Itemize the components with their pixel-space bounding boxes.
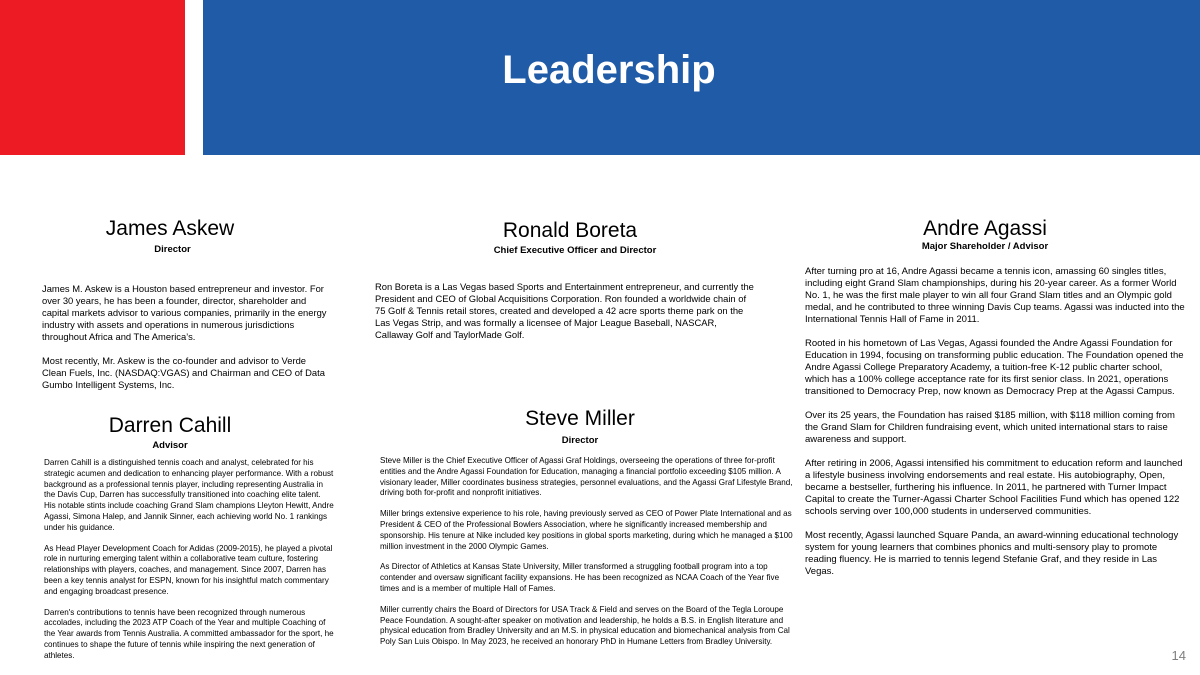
person-role-miller: Director <box>561 435 599 446</box>
bio-paragraph: Most recently, Mr. Askew is the co-founder and advisor to Verde Clean Fuels, Inc. (NASDAQ:VGAS) and Chairman and CEO of Data Gumbo Intelligent Systems, Inc. <box>42 355 325 390</box>
bio-paragraph: After retiring in 2006, Agassi intensified his commitment to education reform and launched a lifestyle business involving endorsements and real estate. His autobiography, Open, became a bestseller, furthering his influence. In 2011, he partnered with Turner Impact Capital to create the Turner-Agassi Charter School Facilities Fund which has opened 122 schools serving over 100,000 students in underserved communities. <box>805 458 1183 517</box>
person-name-boreta: Ronald Boreta <box>502 219 638 242</box>
page-number: 14 <box>1171 648 1186 663</box>
bio-paragraph: Miller brings extensive experience to his role, having previously served as CEO of Power Plate International and as President & CEO of the Professional Bowlers Association, where he significantly increased membership and sponsorship. His tenure at Nike included key positions in global sports marketing, during which he managed a $100 million investment in the 2000 Olympic Games. <box>380 509 793 551</box>
person-name-miller: Steve Miller <box>525 407 635 430</box>
bio-paragraph: James M. Askew is a Houston based entrepreneur and investor. For over 30 years, he has been a founder, director, shareholder and capital markets advisor to various companies, primarily in the energy industry with assets and operations in numerous jurisdictions throughout Africa and The America’s. <box>42 283 327 342</box>
bio-paragraph: As Head Player Development Coach for Adidas (2009-2015), he played a pivotal role in nurturing emerging talent within a collaborative team culture, fostering relationships with players, coaches, and management. Since 2007, Darren has been a key tennis analyst for ESPN, known for his insightful match commentary and engaging broadcast presence. <box>44 543 333 596</box>
bio-paragraph: As Director of Athletics at Kansas State University, Miller transformed a struggling football program into a top contender and oversaw significant facility expansions. He has been recognized as NCAA Coach of the Year five times and is a member of multiple Hall of Fames. <box>380 562 780 593</box>
person-name-agassi: Andre Agassi <box>923 217 1047 240</box>
person-role-askew: Director <box>154 244 191 255</box>
bio-paragraph: Darren Cahill is a distinguished tennis coach and analyst, celebrated for his strategic acumen and dedication to enhancing player performance. With a robust background as a professional tennis player, including representing Australia in the Davis Cup, Darren has successfully transitioned into coaching elite talent. His notable stints include coaching Grand Slam champions Lleyton Hewitt, Andre Agassi, Simona Halep, and Jannik Sinner, each achieving world No. 1 rankings under his guidance. <box>44 458 334 532</box>
bio-paragraph: Steve Miller is the Chief Executive Officer of Agassi Graf Holdings, overseeing the operations of three for-profit entities and the Andre Agassi Foundation for Education, managing a financial portfolio exceeding $105 million. A visionary leader, Miller coordinates business strategies, personnel evaluations, and the Agassi Graf Lifestyle Brand, driving both for-profit and nonprofit initiatives. <box>380 456 793 498</box>
bio-paragraph: After turning pro at 16, Andre Agassi became a tennis icon, amassing 60 singles titles, including eight Grand Slam championships, during his 20-year career. As a former World No. 1, he was the first male player to win all four Grand Slam titles and an Olympic gold medal, and he contributed to three winning Davis Cup teams. Agassi was inducted into the International Tennis Hall of Fame in 2011. <box>805 266 1185 325</box>
person-bio-askew <box>42 283 327 403</box>
person-bio-miller <box>380 456 793 658</box>
person-role-agassi: Major Shareholder / Advisor <box>921 241 1049 252</box>
person-name-askew: James Askew <box>105 217 235 240</box>
person-name-cahill: Darren Cahill <box>108 414 232 437</box>
page-title: Leadership <box>502 48 716 92</box>
person-bio-boreta <box>375 281 755 353</box>
person-bio-agassi <box>805 266 1187 590</box>
bio-paragraph: Miller currently chairs the Board of Directors for USA Track & Field and serves on the Board of the Tegla Loroupe Peace Foundation. A sought-after speaker on motivation and leadership, he holds a B.S. in English literature and physical education from Bradley University and an M.S. in physical education and biomechanical analysis from Cal Poly San Luis Obispo. In May 2023, he received an honorary PhD in Humane Letters from Bradley University. <box>380 604 790 647</box>
red-accent-block <box>0 0 185 155</box>
bio-paragraph: Rooted in his hometown of Las Vegas, Agassi founded the Andre Agassi Foundation for Education in 1994, focusing on transforming public education. The Foundation opened the Andre Agassi College Preparatory Academy, a tuition-free K-12 public charter school, which has a 100% college acceptance rate for its first senior class. In 2021, operations transitioned to Democracy Prep, now known as Democracy Prep at the Agassi Campus. <box>805 338 1184 397</box>
person-role-boreta: Chief Executive Officer and Director <box>493 245 657 256</box>
person-bio-cahill <box>44 458 334 672</box>
bio-paragraph: Darren's contributions to tennis have been recognized through numerous accolades, including the 2023 ATP Coach of the Year and multiple Coaching of the Year awards from Tennis Australia. A committed ambassador for the sport, he continues to shape the future of tennis while inspiring the next generation of athletes. <box>44 607 334 660</box>
bio-paragraph: Over its 25 years, the Foundation has raised $185 million, with $118 million coming from the Grand Slam for Children fundraising event, which united international stars to raise awareness and support. <box>805 410 1175 445</box>
person-role-cahill: Advisor <box>152 440 188 451</box>
bio-paragraph: Ron Boreta is a Las Vegas based Sports and Entertainment entrepreneur, and currently the President and CEO of Global Acquisitions Corporation. Ron founded a worldwide chain of 75 Golf & Tennis retail stores, created and developed a 42 acre sports theme park on the Las Vegas Strip, and was formally a licensee of Major League Baseball, NASCAR, Callaway Golf and TaylorMade Golf. <box>375 281 754 340</box>
bio-paragraph: Most recently, Agassi launched Square Panda, an award-winning educational technology system for young learners that combines phonics and multi-sensory play to promote reading fluency. He is married to tennis legend Stefanie Graf, and they reside in Las Vegas. <box>805 530 1179 577</box>
